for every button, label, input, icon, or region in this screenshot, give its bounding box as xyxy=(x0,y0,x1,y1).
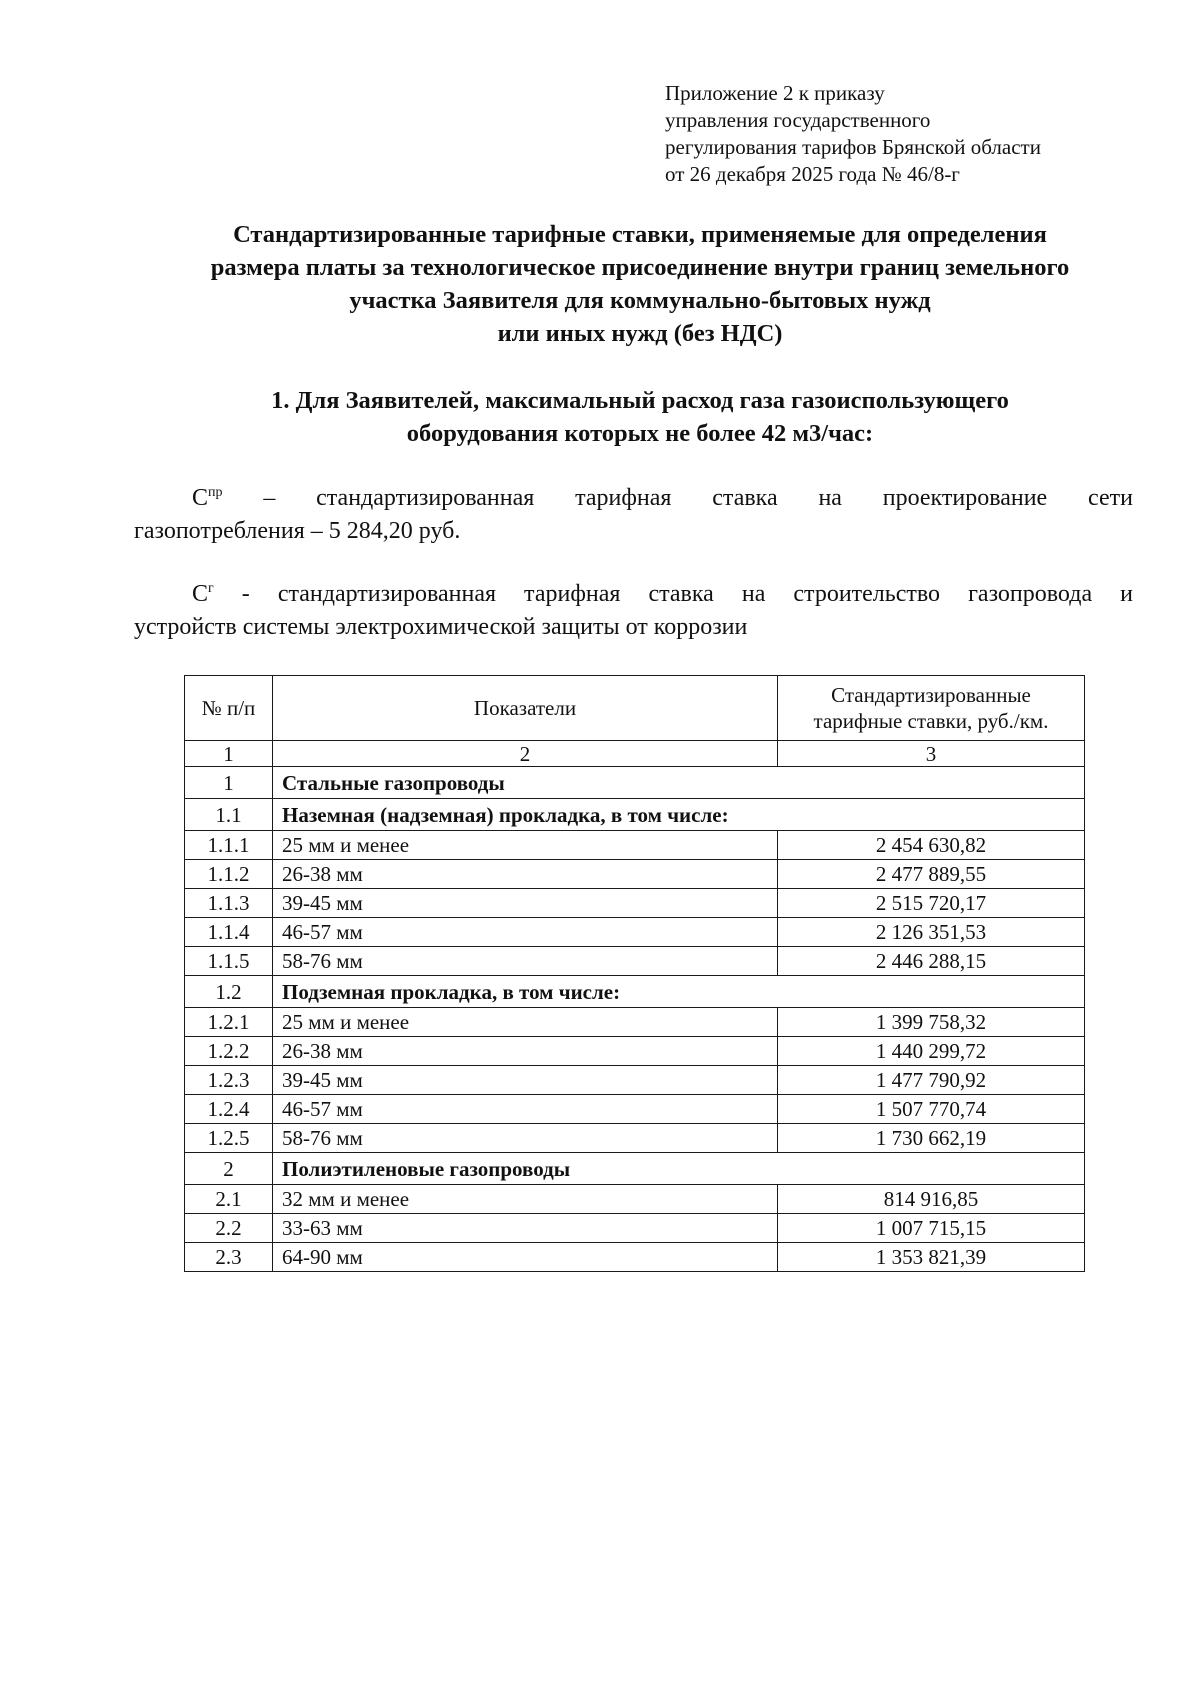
paragraph-word: проектирование xyxy=(882,485,1048,511)
paragraph-first-line xyxy=(134,578,1133,611)
paragraph-second-line: устройств системы электрохимической защиты от коррозии xyxy=(134,614,748,640)
row-value: 1 440 299,72 xyxy=(778,1037,1085,1066)
row-value: 1 730 662,19 xyxy=(778,1124,1085,1153)
row-section-label: Полиэтиленовые газопроводы xyxy=(273,1153,1085,1185)
row-number: 2.1 xyxy=(185,1185,273,1214)
row-number: 1.2.3 xyxy=(185,1066,273,1095)
row-number: 2.3 xyxy=(185,1243,273,1272)
table-row xyxy=(185,1153,1085,1185)
row-number: 1.2.5 xyxy=(185,1124,273,1153)
section-line: 1. Для Заявителей, максимальный расход газа газоиспользующего xyxy=(271,387,1009,414)
row-value: 814 916,85 xyxy=(778,1185,1085,1214)
paragraph-word: на xyxy=(818,485,842,511)
paragraph-second-line: газопотребления – 5 284,20 руб. xyxy=(134,518,461,544)
row-label: 26-38 мм xyxy=(273,1037,778,1066)
row-number: 2.2 xyxy=(185,1214,273,1243)
tariff-symbol: $С^г$ xyxy=(192,581,214,607)
section-line: оборудования которых не более 42 м3/час: xyxy=(406,420,874,447)
table-row xyxy=(185,1214,1085,1243)
paragraph-word: – xyxy=(263,485,276,511)
table-row xyxy=(185,1037,1085,1066)
header-rate-line: тарифные ставки, руб./км. xyxy=(813,709,1049,733)
paragraph-word: тарифная xyxy=(575,485,672,511)
row-value: 2 446 288,15 xyxy=(778,947,1085,976)
header-num: № п/п xyxy=(185,676,273,741)
paragraph-word: тарифная xyxy=(524,581,621,607)
row-number: 1.2.4 xyxy=(185,1095,273,1124)
table-row xyxy=(185,1185,1085,1214)
index-cell: 1 xyxy=(185,741,273,767)
document-title xyxy=(120,218,1160,350)
appendix-line: регулирования тарифов Брянской области xyxy=(665,135,1041,159)
table-row xyxy=(185,767,1085,799)
appendix-line: Приложение 2 к приказу xyxy=(665,81,885,105)
paragraph-word: строительство xyxy=(793,581,941,607)
paragraph-first-line xyxy=(134,482,1133,515)
row-value: 2 454 630,82 xyxy=(778,831,1085,860)
index-cell: 2 xyxy=(273,741,778,767)
table-header-row xyxy=(185,676,1085,741)
row-value: 2 126 351,53 xyxy=(778,918,1085,947)
row-number: 1.2 xyxy=(185,976,273,1008)
paragraph-word: - xyxy=(241,581,250,607)
appendix-line: управления государственного xyxy=(665,108,931,132)
paragraph-word: на xyxy=(741,581,766,607)
title-line: участка Заявителя для коммунально-бытовых нужд xyxy=(349,287,931,314)
construction-rate-paragraph xyxy=(134,578,1133,644)
row-number: 1 xyxy=(185,767,273,799)
row-value: 2 515 720,17 xyxy=(778,889,1085,918)
header-rate xyxy=(778,676,1085,741)
row-label: 39-45 мм xyxy=(273,889,778,918)
table-index-row xyxy=(185,741,1085,767)
tariff-symbol: $С^{пр}$ xyxy=(192,485,223,511)
row-number: 1.1.5 xyxy=(185,947,273,976)
row-label: 58-76 мм xyxy=(273,1124,778,1153)
row-number: 1.1.2 xyxy=(185,860,273,889)
table-row xyxy=(185,860,1085,889)
paragraph-word: ставка xyxy=(648,581,714,607)
row-section-label: Наземная (надземная) прокладка, в том числе: xyxy=(273,799,1085,831)
title-line: или иных нужд (без НДС) xyxy=(497,320,783,347)
paragraph-word: стандартизированная xyxy=(277,581,497,607)
row-value: 1 007 715,15 xyxy=(778,1214,1085,1243)
table-row xyxy=(185,918,1085,947)
row-number: 1.1.4 xyxy=(185,918,273,947)
row-section-label: Стальные газопроводы xyxy=(273,767,1085,799)
row-value: 1 353 821,39 xyxy=(778,1243,1085,1272)
title-line: Стандартизированные тарифные ставки, применяемые для определения xyxy=(233,221,1047,248)
row-label: 46-57 мм xyxy=(273,1095,778,1124)
table-row xyxy=(185,1124,1085,1153)
paragraph-word: ставка xyxy=(712,485,778,511)
row-value: 1 477 790,92 xyxy=(778,1066,1085,1095)
row-value: 2 477 889,55 xyxy=(778,860,1085,889)
paragraph-word: газопровода xyxy=(968,581,1093,607)
row-number: 1.1 xyxy=(185,799,273,831)
row-label: 46-57 мм xyxy=(273,918,778,947)
row-label: 33-63 мм xyxy=(273,1214,778,1243)
row-value: 1 399 758,32 xyxy=(778,1008,1085,1037)
row-number: 1.1.3 xyxy=(185,889,273,918)
paragraph-word: стандартизированная xyxy=(316,485,535,511)
paragraph-word: сети xyxy=(1088,485,1133,511)
title-line: размера платы за технологическое присоединение внутри границ земельного xyxy=(210,254,1070,281)
table-row xyxy=(185,1066,1085,1095)
row-label: 58-76 мм xyxy=(273,947,778,976)
appendix-line: от 26 декабря 2025 года № 46/8-г xyxy=(665,162,960,186)
tariff-symbol-superscript: пр xyxy=(208,485,223,500)
design-rate-paragraph xyxy=(134,482,1133,548)
row-number: 1.2.2 xyxy=(185,1037,273,1066)
row-number: 1.2.1 xyxy=(185,1008,273,1037)
row-label: 39-45 мм xyxy=(273,1066,778,1095)
row-label: 25 мм и менее xyxy=(273,1008,778,1037)
row-number: 1.1.1 xyxy=(185,831,273,860)
header-indicator: Показатели xyxy=(273,676,778,741)
table-row xyxy=(185,889,1085,918)
row-label: 32 мм и менее xyxy=(273,1185,778,1214)
table-row xyxy=(185,799,1085,831)
table-row xyxy=(185,1008,1085,1037)
row-number: 2 xyxy=(185,1153,273,1185)
table-row xyxy=(185,831,1085,860)
row-value: 1 507 770,74 xyxy=(778,1095,1085,1124)
tariff-symbol-superscript: г xyxy=(208,581,214,596)
section-heading xyxy=(120,384,1160,450)
table-row xyxy=(185,1095,1085,1124)
header-rate-line: Стандартизированные xyxy=(831,683,1031,707)
paragraph-word: и xyxy=(1120,581,1133,607)
appendix-header xyxy=(665,80,1135,188)
tariff-rates-table xyxy=(184,675,1085,1272)
row-label: 64-90 мм xyxy=(273,1243,778,1272)
table-row xyxy=(185,976,1085,1008)
table-row xyxy=(185,947,1085,976)
index-cell: 3 xyxy=(778,741,1085,767)
row-label: 26-38 мм xyxy=(273,860,778,889)
table-row xyxy=(185,1243,1085,1272)
row-label: 25 мм и менее xyxy=(273,831,778,860)
row-section-label: Подземная прокладка, в том числе: xyxy=(273,976,1085,1008)
